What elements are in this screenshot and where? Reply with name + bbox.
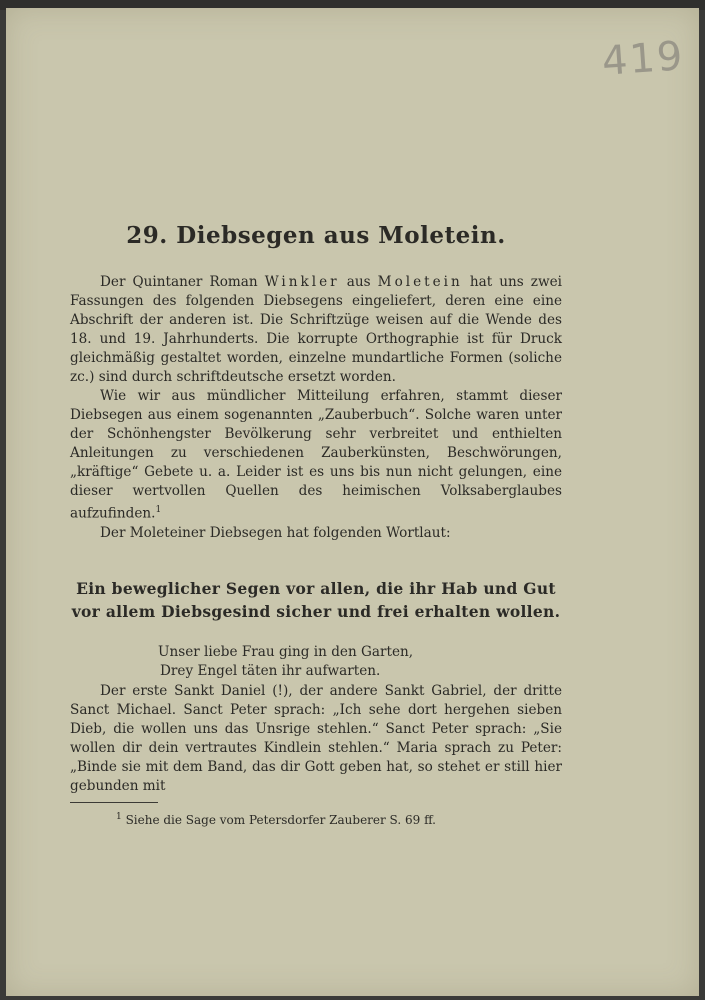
intro-text-2: Wie wir aus mündlicher Mitteilung erfahren, stammt dieser Diebsegen aus einem sogenannten „Zauberbuch“. Solche waren unter der Schönhengster Bevölkerung sehr verbreitet und enthielten Anleitungen zu verschiedenen Zauberkünsten, Beschwörungen, „kräftige“ Gebete u. a. Leider ist es uns bis nun nicht gelungen, eine dieser wertvollen Quellen des heimischen Volksaberglaubes aufzufinden. xyxy=(70,388,562,522)
intro-text-middle: aus xyxy=(339,274,378,290)
blessing-text: Der erste Sankt Daniel (!), der andere Sankt Gabriel, der dritte Sanct Michael. Sanct Peter sprach: „Ich sehe dort hergehen sieben Dieb, die wollen uns das Unsrige stehlen.“ Sanct Peter sprach: „Sie wollen dir dein vertrautes Kindlein stehlen.“ Maria sprach zu Peter: „Binde sie mit dem Band, das dir Gott geben hat, so stehet er still hier gebunden mit xyxy=(70,682,562,794)
footnote-text: Siehe die Sage vom Petersdorfer Zauberer S. 69 ff. xyxy=(125,812,436,827)
handwritten-page-number: 419 xyxy=(600,33,686,85)
footnote-reference[interactable]: 1 xyxy=(155,505,162,515)
intro-text-before: Der Quintaner Roman xyxy=(100,274,265,290)
intro-text-after: hat uns zwei Fassungen des folgenden Diebsegens eingeliefert, deren eine eine Abschrift der anderen ist. Die Schriftzüge weisen auf die Wende des 18. und 19. Jahrhunderts. Die korrupte Orthographie ist für Druck gleichmäßig gestaltet worden, einzelne mundartliche Formen (soliche zc.) sind durch schriftdeutsche ersetzt worden. xyxy=(70,274,562,385)
footnote xyxy=(116,809,562,828)
article-body xyxy=(70,222,562,828)
place-name: Moletein xyxy=(377,274,463,290)
footnote-mark: 1 xyxy=(116,811,122,822)
intro-paragraph-3: Der Moleteiner Diebsegen hat folgenden Wortlaut: xyxy=(100,524,451,541)
blessing-heading: Ein beweglicher Segen vor allen, die ihr Hab und Gut vor allem Diebsgesind sicher und frei erhalten wollen. xyxy=(71,578,561,621)
author-name: Winkler xyxy=(264,274,340,290)
intro-paragraph-2 xyxy=(70,387,562,524)
verse-line-2: Drey Engel täten ihr aufwarten. xyxy=(160,662,381,679)
intro-paragraph-1 xyxy=(70,273,562,387)
footnote-divider xyxy=(70,802,158,803)
article-title: 29. Diebsegen aus Moletein. xyxy=(126,222,506,249)
verse-line-1: Unser liebe Frau ging in den Garten, xyxy=(158,643,414,660)
